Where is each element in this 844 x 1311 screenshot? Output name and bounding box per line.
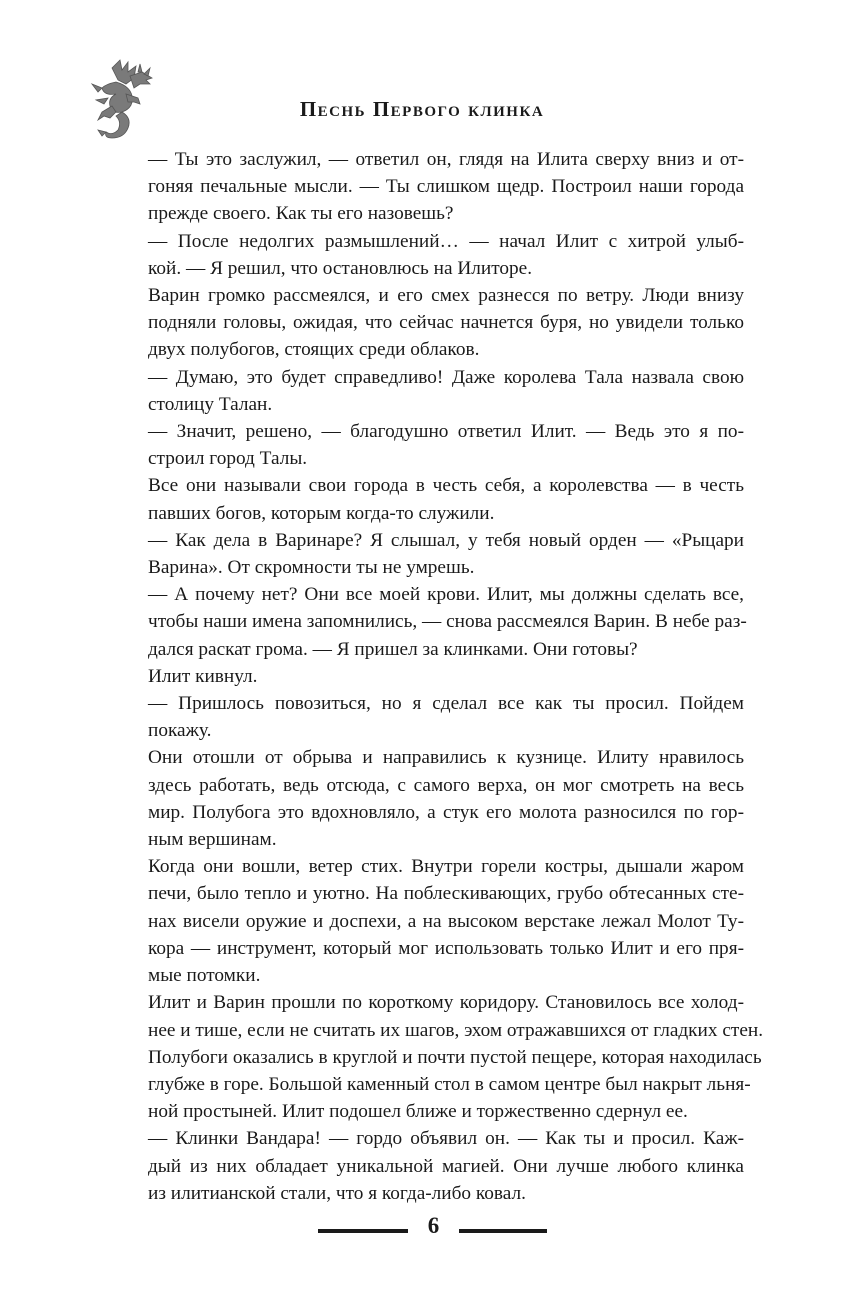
text-line: — Ты это заслужил, — ответил он, глядя на Илита сверху вниз и от-: [148, 149, 744, 170]
text-line: глубже в горе. Большой каменный стол в самом центре был накрыт льня-: [148, 1073, 751, 1095]
text-line: нее и тише, если не считать их шагов, эхом отражавшихся от гладких стен.: [148, 1019, 764, 1041]
text-line: ной простыней. Илит подошел ближе и торжественно сдернул ее.: [148, 1101, 688, 1123]
text-line: печи, было тепло и уютно. На поблескивающих, грубо обтесанных сте-: [148, 883, 744, 905]
text-line: павших богов, которым когда-то служили.: [148, 502, 495, 524]
text-line: дый из них обладает уникальной магией. Они лучше любого клинка: [148, 1155, 744, 1177]
text-line: Варина». От скромности ты не умрешь.: [148, 557, 475, 579]
footer-rule-right: [459, 1229, 547, 1233]
text-line: ным вершинам.: [148, 829, 277, 851]
text-line: строил город Талы.: [148, 448, 308, 470]
paragraph: [148, 472, 744, 526]
paragraph: [148, 282, 744, 364]
paragraph: [148, 364, 744, 418]
text-line: чтобы наши имена запомнились, — снова рассмеялся Варин. В небе раз-: [148, 611, 747, 633]
paragraph: [148, 989, 764, 1125]
page-footer: [0, 1213, 844, 1243]
text-line: Они отошли от обрыва и направились к кузнице. Илиту нравилось: [148, 747, 744, 769]
text-line: столицу Талан.: [148, 393, 273, 415]
text-line: — Клинки Вандара! — гордо объявил он. — Как ты и просил. Каж-: [148, 1128, 744, 1150]
text-line: кора — инструмент, который мог использовать только Илит и его пря-: [148, 937, 744, 959]
paragraph: [148, 228, 744, 282]
paragraph: [148, 418, 744, 472]
body-text: [148, 146, 764, 1207]
text-line: — Пришлось повозиться, но я сделал все как ты просил. Пойдем: [148, 693, 744, 715]
text-line: — А почему нет? Они все моей крови. Илит, мы должны сделать все,: [148, 584, 744, 606]
text-line: — После недолгих размышлений… — начал Илит с хитрой улыб-: [148, 230, 744, 252]
paragraph: [148, 853, 744, 989]
text-line: нах висели оружие и доспехи, а на высоком верстаке лежал Молот Ту-: [148, 910, 744, 932]
text-line: Все они называли свои города в честь себя, а королевства — в честь: [148, 475, 744, 497]
footer-rule-left: [318, 1229, 408, 1233]
paragraph: [148, 581, 747, 663]
text-line: мые потомки.: [148, 965, 261, 987]
text-line: — Значит, решено, — благодушно ответил Илит. — Ведь это я по-: [148, 421, 744, 443]
text-line: здесь работать, ведь отсюда, с самого верха, он мог смотреть на весь: [148, 774, 744, 796]
paragraph: [148, 744, 744, 853]
page-number: 6: [427, 1213, 440, 1238]
text-line: Когда они вошли, ветер стих. Внутри горели костры, дышали жаром: [148, 856, 744, 878]
text-line: из илитианской стали, что я когда-либо ковал.: [148, 1182, 526, 1204]
text-line: Полубоги оказались в круглой и почти пустой пещере, которая находилась: [148, 1046, 762, 1068]
text-line: Варин громко рассмеялся, и его смех разнесся по ветру. Люди внизу: [148, 285, 744, 307]
paragraph: [148, 1125, 744, 1207]
text-line: подняли головы, ожидая, что сейчас начнется буря, но увидели только: [148, 312, 744, 334]
text-line: гоняя печальные мысли. — Ты слишком щедр. Построил наши города: [148, 176, 744, 198]
paragraph: [148, 663, 744, 690]
text-line: кой. — Я решил, что остановлюсь на Илиторе.: [148, 257, 533, 279]
paragraph: [148, 527, 744, 581]
text-line: прежде своего. Как ты его назовешь?: [148, 203, 454, 225]
text-line: мир. Полубога это вдохновляло, а стук его молота разносился по гор-: [148, 801, 744, 823]
paragraph: [148, 146, 744, 228]
text-line: Илит кивнул.: [148, 665, 258, 687]
running-header-title: Песнь Первого клинка: [299, 97, 545, 121]
paragraph: [148, 690, 744, 744]
text-line: — Как дела в Варинаре? Я слышал, у тебя новый орден — «Рыцари: [148, 529, 744, 551]
text-line: Илит и Варин прошли по короткому коридору. Становилось все холод-: [148, 992, 744, 1014]
text-line: дался раскат грома. — Я пришел за клинками. Они готовы?: [148, 638, 638, 660]
text-line: — Думаю, это будет справедливо! Даже королева Тала назвала свою: [148, 366, 744, 388]
text-line: двух полубогов, стоящих среди облаков.: [148, 339, 480, 361]
text-line: покажу.: [148, 720, 212, 742]
